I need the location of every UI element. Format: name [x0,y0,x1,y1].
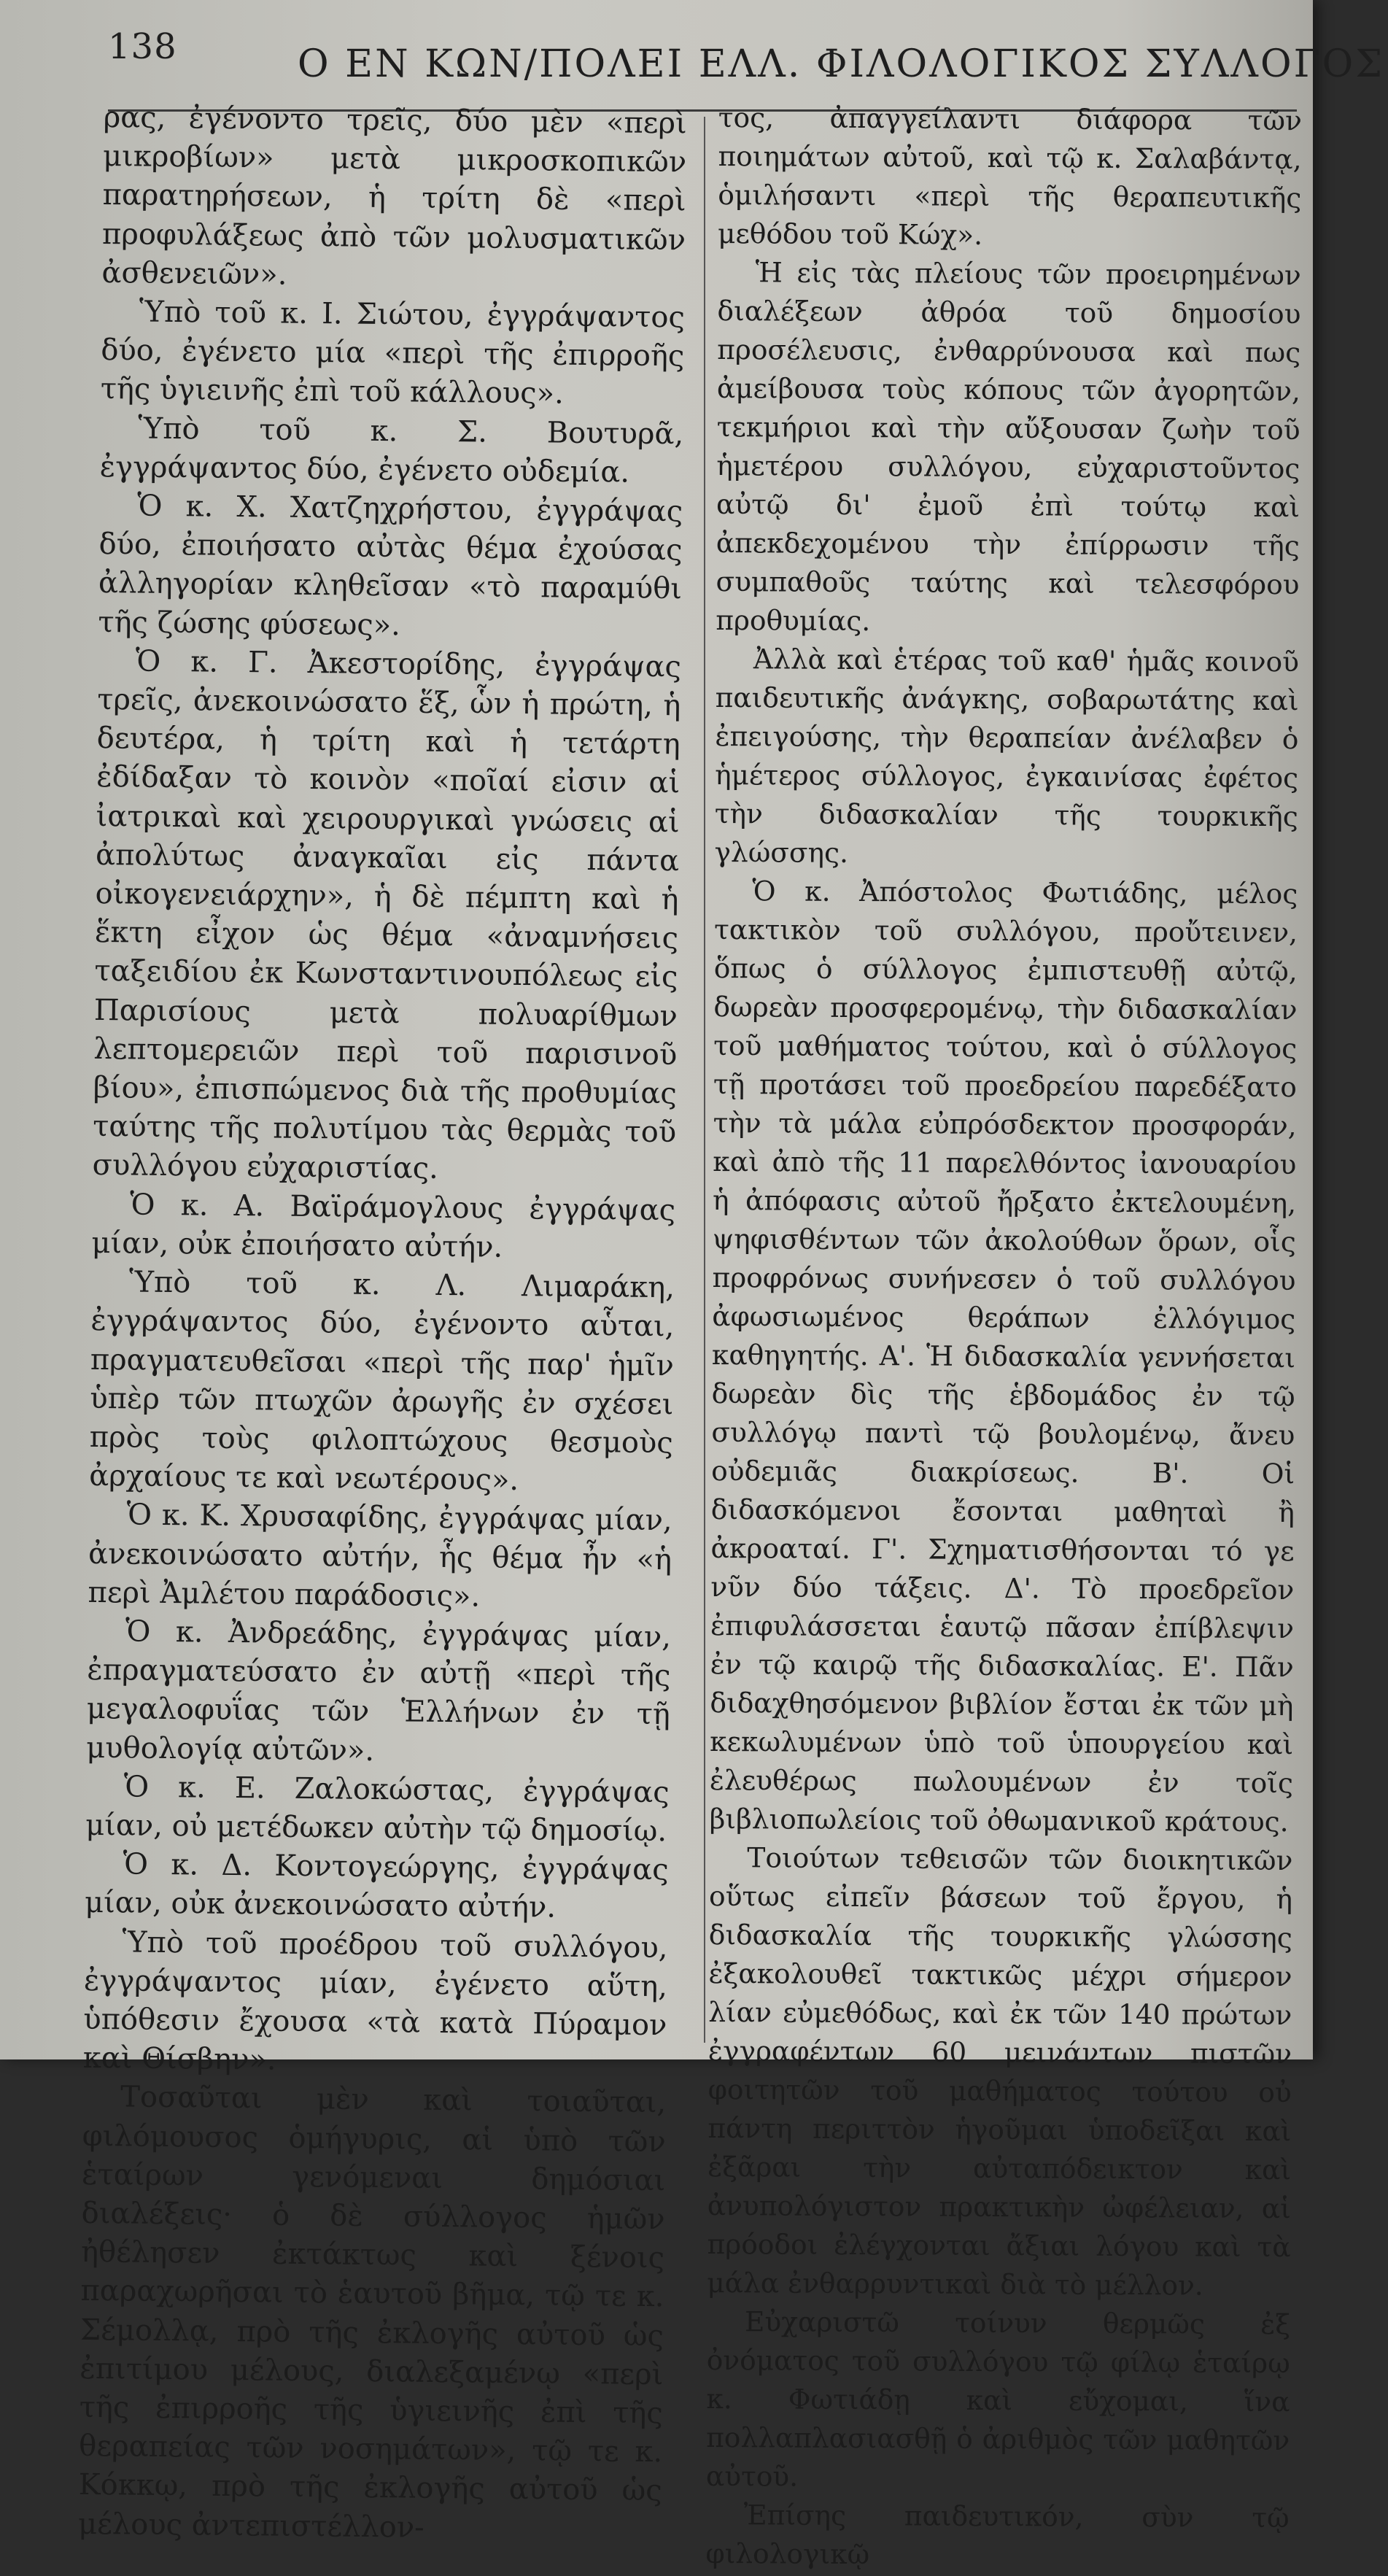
journal-title: Ο ΕΝ ΚΩΝ/ΠΟΛΕΙ ΕΛΛ. ΦΙΛΟΛΟΓΙΚΟΣ ΣΥΛΛΟΓΟΣ [298,42,1385,86]
paragraph: Ὁ κ. Χ. Χατζηχρήστου, ἐγγράψας δύο, ἐποιήσατο αὐτὰς θέμα ἐχούσας ἀλληγορίαν κληθεῖσαν «τὸ παραμύθι τῆς ζώσης φύσεως». [98,489,683,642]
paragraph: Ὁ κ. Α. Βαϊράμογλους ἐγγράψας μίαν, οὐκ ἐποιήσατο αὐτήν. [91,1188,676,1264]
right-column [705,98,1302,2576]
paragraph: Ὁ κ. Ἀνδρεάδης, ἐγγράψας μίαν, ἐπραγματεύσατο ἐν αὐτῇ «περὶ τῆς μεγαλοφυΐας τῶν Ἑλλήνων ἐν τῇ μυθολογίᾳ αὐτῶν». [86,1614,672,1768]
paragraph: τος, ἀπαγγείλαντι διάφορα τῶν ποιημάτων αὐτοῦ, καὶ τῷ κ. Σαλαβάντᾳ, ὁμιλήσαντι «περὶ τῆς θεραπευτικῆς μεθόδου τοῦ Κώχ». [717,101,1302,251]
paragraph: Ὁ κ. Ε. Ζαλοκώστας, ἐγγράψας μίαν, οὐ μετέδωκεν αὐτὴν τῷ δημοσίῳ. [85,1770,670,1849]
paragraph: Τοσαῦται μὲν καὶ τοιαῦται, φιλόμουσος ὁμήγυρις, αἱ ὑπὸ τῶν ἑταίρων γενόμεναι δημόσιαι διαλέξεις· ὁ δὲ σύλλογος ἡμῶν ἠθέλησεν ἐκτάκτως καὶ ξένοις παραχωρῆσαι τὸ ἑαυτοῦ βῆμα, τῷ τε κ. Σέμολλᾳ, πρὸ τῆς ἐκλογῆς αὐτοῦ ὡς ἐπιτίμου μέλους, διαλεξαμένῳ «περὶ τῆς ἐπιρροῆς τῆς ὑγιεινῆς ἐπὶ τῆς θεραπείας τῶν νοσημάτων», τῷ τε κ. Κόκκῳ, πρὸ τῆς ἐκλογῆς αὐτοῦ ὡς μέλους ἀντεπιστέλλον- [77,2080,667,2545]
page-number: 138 [108,26,177,67]
column-divider [704,117,705,2043]
paragraph: Ὁ κ. Δ. Κοντογεώργης, ἐγγράψας μίαν, οὐκ ἀνεκοινώσατο αὐτήν. [84,1847,669,1925]
paragraph: Ἀλλὰ καὶ ἑτέρας τοῦ καθ' ἡμᾶς κοινοῦ παιδευτικῆς ἀνάγκης, σοβαρωτάτης καὶ ἐπειγούσης, τὴν θεραπείαν ἀνέλαβεν ὁ ἡμέτερος σύλλογος, ἐγκαινίσας ἐφέτος τὴν διδασκαλίαν τῆς τουρκικῆς γλώσσης. [714,643,1300,869]
paragraph: Ὑπὸ τοῦ κ. Ι. Σιώτου, ἐγγράψαντος δύο, ἐγένετο μία «περὶ τῆς ἐπιρροῆς τῆς ὑγιεινῆς ἐπὶ τοῦ κάλλους». [100,295,686,411]
paragraph: Ἐπίσης παιδευτικόν, σὺν τῷ φιλολογικῷ [705,2499,1290,2571]
paragraph: Τοιούτων τεθεισῶν τῶν διοικητικῶν οὕτως εἰπεῖν βάσεων τοῦ ἔργου, ἡ διδασκαλία τῆς τουρκικῆς γλώσσης ἐξακολουθεῖ τακτικῶς μέχρι σήμερον λίαν εὐμεθόδως, καὶ ἐκ τῶν 140 πρώτων ἐγγραφέντων 60 μεινάντων πιστῶν φοιτητῶν τοῦ μαθήματος τούτου οὐ πάντη περιττὸν ἡγοῦμαι ὑποδεῖξαι καὶ ἐξᾶραι τὴν αὐταπόδεικτον καὶ ἀνυπολόγιστον πρακτικὴν ὠφέλειαν, αἱ πρόοδοι ἐλέγχονται ἄξιαι λόγου καὶ τὰ μάλα ἐνθαρρυντικαὶ διὰ τὸ μέλλον. [707,1841,1293,2302]
paragraph: Ὁ κ. Ἀπόστολος Φωτιάδης, μέλος τακτικὸν τοῦ συλλόγου, προὔτεινεν, ὅπως ὁ σύλλογος ἐμπιστευθῇ αὐτῷ, δωρεὰν προσφερομένῳ, τὴν διδασκαλίαν τοῦ μαθήματος τούτου, καὶ ὁ σύλλογος τῇ προτάσει τοῦ προεδρείου παρεδέξατο τὴν τὰ μάλα εὐπρόσδεκτον προσφοράν, καὶ ἀπὸ τῆς 11 παρελθόντος ἰανουαρίου ἡ ἀπόφασις αὐτοῦ ἤρξατο ἐκτελουμένη, ψηφισθέντων τῶν ἀκολούθων ὅρων, οἷς προφρόνως συνήνεσεν ὁ τοῦ συλλόγου ἀφωσιωμένος θεράπων ἐλλόγιμος καθηγητής. Α'. Ἡ διδασκαλία γεννήσεται δωρεὰν δὶς τῆς ἑβδομάδος ἐν τῷ συλλόγῳ παντὶ τῷ βουλομένῳ, ἄνευ οὐδεμιᾶς διακρίσεως. Β'. Οἱ διδασκόμενοι ἔσονται μαθηταὶ ἢ ἀκροαταί. Γ'. Σχηματισθήσονται τό γε νῦν δύο τάξεις. Δ'. Τὸ προεδρεῖον ἐπιφυλάσσεται ἑαυτῷ πᾶσαν ἐπίβλεψιν ἐν τῷ καιρῷ τῆς διδασκαλίας. Ε'. Πᾶν διδαχθησόμενον βιβλίον ἔσται ἐκ τῶν μὴ κεκωλυμένων ὑπὸ τοῦ ὑπουργείου καὶ ἐλευθέρως πωλουμένων ἐν τοῖς βιβλιοπωλείοις τοῦ ὀθωμανικοῦ κράτους. [709,875,1298,1838]
paragraph: ρας, ἐγένοντο τρεῖς, δύο μὲν «περὶ μικροβίων» μετὰ μικροσκοπικῶν παρατηρήσεων, ἡ τρίτη δὲ «περὶ προφυλάξεως ἀπὸ τῶν μολυσματικῶν ἀσθενειῶν». [101,100,687,292]
paragraph: Ὑπὸ τοῦ κ. Σ. Βουτυρᾶ, ἐγγράψαντος δύο, ἐγένετο οὐδεμία. [99,411,684,490]
paragraph: Ὁ κ. Γ. Ἀκεστορίδης, ἐγγράψας τρεῖς, ἀνεκοινώσατο ἕξ, ὧν ἡ πρώτη, ἡ δευτέρα, ἡ τρίτη καὶ ἡ τετάρτη ἐδίδαξαν τὸ κοινὸν «ποῖαί εἰσιν αἱ ἰατρικαὶ καὶ χειρουργικαὶ γνώσεις αἱ ἀπολύτως ἀναγκαῖαι εἰς πάντα οἰκογενειάρχην», ἡ δὲ πέμπτη καὶ ἡ ἕκτη εἶχον ὡς θέμα «ἀναμνήσεις ταξειδίου ἐκ Κωνσταντινουπόλεως εἰς Παρισίους μετὰ πολυαρίθμων λεπτομερειῶν περὶ τοῦ παρισινοῦ βίου», ἐπισπώμενος διὰ τῆς προθυμίας ταύτης τῆς πολυτίμου τὰς θερμὰς τοῦ συλλόγου εὐχαριστίας. [92,644,682,1186]
paragraph: Ὁ κ. Κ. Χρυσαφίδης, ἐγγράψας μίαν, ἀνεκοινώσατο αὐτήν, ἧς θέμα ἦν «ἡ περὶ Ἀμλέτου παράδοσις». [88,1498,672,1614]
paragraph: Εὐχαριστῶ τοίνυν θερμῶς ἐξ ὀνόματος τοῦ συλλόγου τῷ φίλῳ ἑταίρῳ κ. Φωτιάδῃ καὶ εὔχομαι, ἵνα πολλαπλασιασθῇ ὁ ἀριθμὸς τῶν μαθητῶν αὐτοῦ. [705,2305,1291,2493]
paragraph: Ὑπὸ τοῦ κ. Λ. Λιμαράκη, ἐγγράψαντος δύο, ἐγένοντο αὗται, πραγματευθεῖσαι «περὶ τῆς παρ' ἡμῖν ὑπὲρ τῶν πτωχῶν ἀρωγῆς ἐν σχέσει πρὸς τοὺς φιλοπτώχους θεσμοὺς ἀρχαίους τε καὶ νεωτέρους». [88,1265,675,1498]
running-head [108,16,1385,89]
paragraph: Ἡ εἰς τὰς πλείους τῶν προειρημένων διαλέξεων ἀθρόα τοῦ δημοσίου προσέλευσις, ἐνθαρρύνουσα καὶ πως ἀμείβουσα τοὺς κόπους τῶν ἀγορητῶν, τεκμήριοι καὶ τὴν αὔξουσαν ζωὴν τοῦ ἡμετέρου συλλόγου, εὐχαριστοῦντος αὐτῷ δι' ἐμοῦ ἐπὶ τούτῳ καὶ ἀπεκδεχομένου τὴν ἐπίρρωσιν τῆς συμπαθοῦς ταύτης καὶ τελεσφόρου προθυμίας. [716,256,1301,638]
paragraph: Ὑπὸ τοῦ προέδρου τοῦ συλλόγου, ἐγγράψαντος μίαν, ἐγένετο αὕτη, ὑπόθεσιν ἔχουσα «τὰ κατὰ Πύραμον καὶ Θίσβην». [82,1925,668,2077]
left-column [78,98,687,2550]
